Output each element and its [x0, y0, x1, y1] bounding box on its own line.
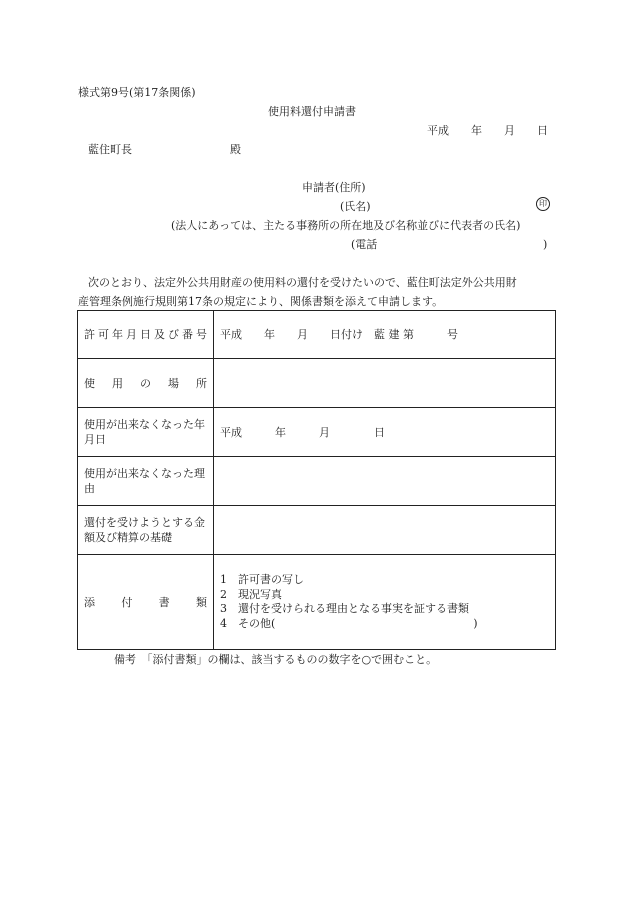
refund-amount-value: [214, 506, 556, 555]
attachment-item: 1 許可書の写し: [220, 573, 304, 586]
label-char: 所: [196, 376, 207, 390]
applicant-name-label: (氏名): [340, 200, 371, 213]
corporate-note: (法人にあっては、主たる事務所の所在地及び名称並びに代表者の氏名): [171, 219, 521, 232]
permit-value: 平成 年 月 日付け 藍 建 第 号: [214, 311, 556, 359]
unusable-reason-label: 使用が出来なくなった理由: [78, 457, 214, 506]
addressee: 藍住町長: [88, 143, 132, 156]
attachment-item: 3 還付を受けられる理由となる事実を証する書類: [220, 602, 469, 615]
label-char: 用: [112, 376, 123, 390]
label-char: 場: [168, 376, 179, 390]
label-char: の: [140, 376, 151, 390]
attachments-label-cell: [78, 555, 214, 650]
label-char: 付: [121, 595, 133, 609]
label-char: 使: [84, 376, 95, 390]
attachments-label: [84, 595, 207, 610]
unusable-date-value: 平成 年 月 日: [214, 408, 556, 457]
label-char: 類: [195, 595, 207, 609]
application-table: [77, 310, 556, 650]
label-char: 可: [98, 328, 109, 341]
location-label-cell: [78, 359, 214, 408]
form-number: 様式第9号(第17条関係): [78, 86, 196, 99]
seal-mark: 印: [536, 197, 550, 211]
label-char: 添: [84, 595, 95, 609]
document-title: 使用料還付申請書: [268, 105, 356, 118]
date-line: 平成 年 月 日: [427, 124, 548, 137]
permit-label: [84, 327, 207, 342]
addressee-honorific: 殿: [230, 143, 241, 156]
phone-close-paren: ): [543, 238, 548, 251]
unusable-reason-value: [214, 457, 556, 506]
attachment-item: 2 現況写真: [220, 587, 282, 601]
remarks: 備考 「添付書類」の欄は、該当するものの数字を○で囲むこと。: [114, 653, 438, 666]
label-char: 日: [140, 328, 151, 341]
attachment-list: [220, 573, 549, 631]
table-row-unusable-date: [78, 408, 556, 457]
phone-label: (電話: [351, 238, 378, 251]
table-row-refund-amount: [78, 506, 556, 555]
applicant-address-label: 申請者(住所): [302, 181, 366, 194]
location-label: [84, 376, 207, 391]
label-char: 及: [154, 328, 165, 341]
label-char: び: [168, 328, 179, 341]
location-value: [214, 359, 556, 408]
refund-amount-label: 還付を受けようとする金額及び精算の基礎: [78, 506, 214, 555]
permit-label-cell: [78, 311, 214, 359]
attachment-item: 4 その他( ): [220, 616, 478, 630]
label-char: 書: [158, 595, 170, 609]
label-char: 月: [126, 328, 137, 341]
label-char: 号: [196, 328, 207, 341]
table-row-location: [78, 359, 556, 408]
table-row-permit: [78, 311, 556, 359]
body-text-line-2: 産管理条例施行規則第17条の規定により、関係書類を添えて申請します。: [78, 295, 444, 308]
label-char: 年: [112, 328, 123, 341]
unusable-date-label: 使用が出来なくなった年月日: [78, 408, 214, 457]
label-char: 許: [84, 328, 95, 341]
table-row-attachments: [78, 555, 556, 650]
body-text-line-1: 次のとおり、法定外公共用財産の使用料の還付を受けたいので、藍住町法定外公共用財: [88, 276, 517, 289]
table-row-unusable-reason: [78, 457, 556, 506]
label-char: 番: [182, 328, 193, 341]
attachments-value: [214, 555, 556, 650]
